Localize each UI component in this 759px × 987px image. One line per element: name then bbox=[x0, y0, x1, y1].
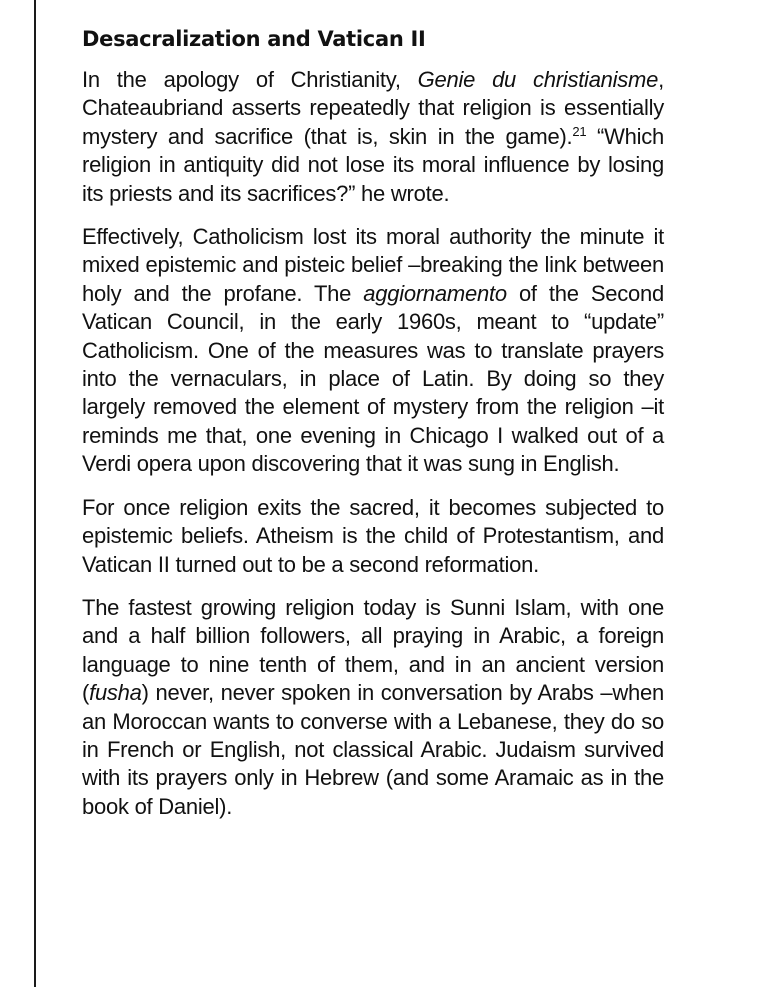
footnote-marker: 21 bbox=[572, 123, 587, 139]
paragraph-2 bbox=[82, 223, 664, 479]
paragraph-2-text-a: Effectively, Catholicism lost its moral authority the minute it mixed epistemic and pisteic belief –breaking the link between holy and the profane. The bbox=[82, 224, 664, 306]
page-margin-rule bbox=[34, 0, 36, 987]
document-page bbox=[82, 22, 664, 836]
section-heading: Desacralization and Vatican II bbox=[82, 27, 426, 51]
paragraph-3: For once religion exits the sacred, it becomes subjected to epistemic beliefs. Atheism is the child of Protestantism, and Vatican II turned out to be a second reformation. bbox=[82, 494, 664, 577]
paragraph-4 bbox=[82, 594, 664, 821]
paragraph-2-text-b: of the Second Vatican Council, in the early 1960s, meant to “update” Catholicism. One of the measures was to translate prayers into the vernaculars, in place of Latin. By doing so they largely removed the element of mystery from the religion –it reminds me that, one evening in Chicago I walked out of a Verdi opera upon discovering that it was sung in English. bbox=[82, 280, 664, 477]
paragraph-1-text-c: “Which religion in antiquity did not lose its moral influence by losing its priests and its sacrifices?” he wrote. bbox=[82, 123, 664, 206]
book-title-italic: Genie du christianisme bbox=[417, 67, 659, 92]
term-italic-fusha: fusha bbox=[89, 680, 142, 706]
term-italic: aggiornamento bbox=[363, 280, 507, 306]
paragraph-4-text-b: ) never, never spoken in conversation by Arabs –when an Moroccan wants to converse with a Lebanese, they do so in French or English, not classical Arabic. Judaism survived with its prayers only in Hebrew (and some Aramaic as in the book of Daniel). bbox=[82, 680, 664, 819]
paragraph-4-text-a: The fastest growing religion today is Sunni Islam, with one and a half billion followers, all praying in Arabic, a foreign language to nine tenth of them, and in an ancient version ( bbox=[82, 594, 664, 706]
paragraph-1 bbox=[82, 66, 664, 208]
paragraph-1-text-b: , Chateaubriand asserts repeatedly that religion is essentially mystery and sacrifice (that is, skin in the game). bbox=[82, 67, 664, 149]
paragraph-1-text-a: In the apology of Christianity, bbox=[82, 67, 418, 92]
